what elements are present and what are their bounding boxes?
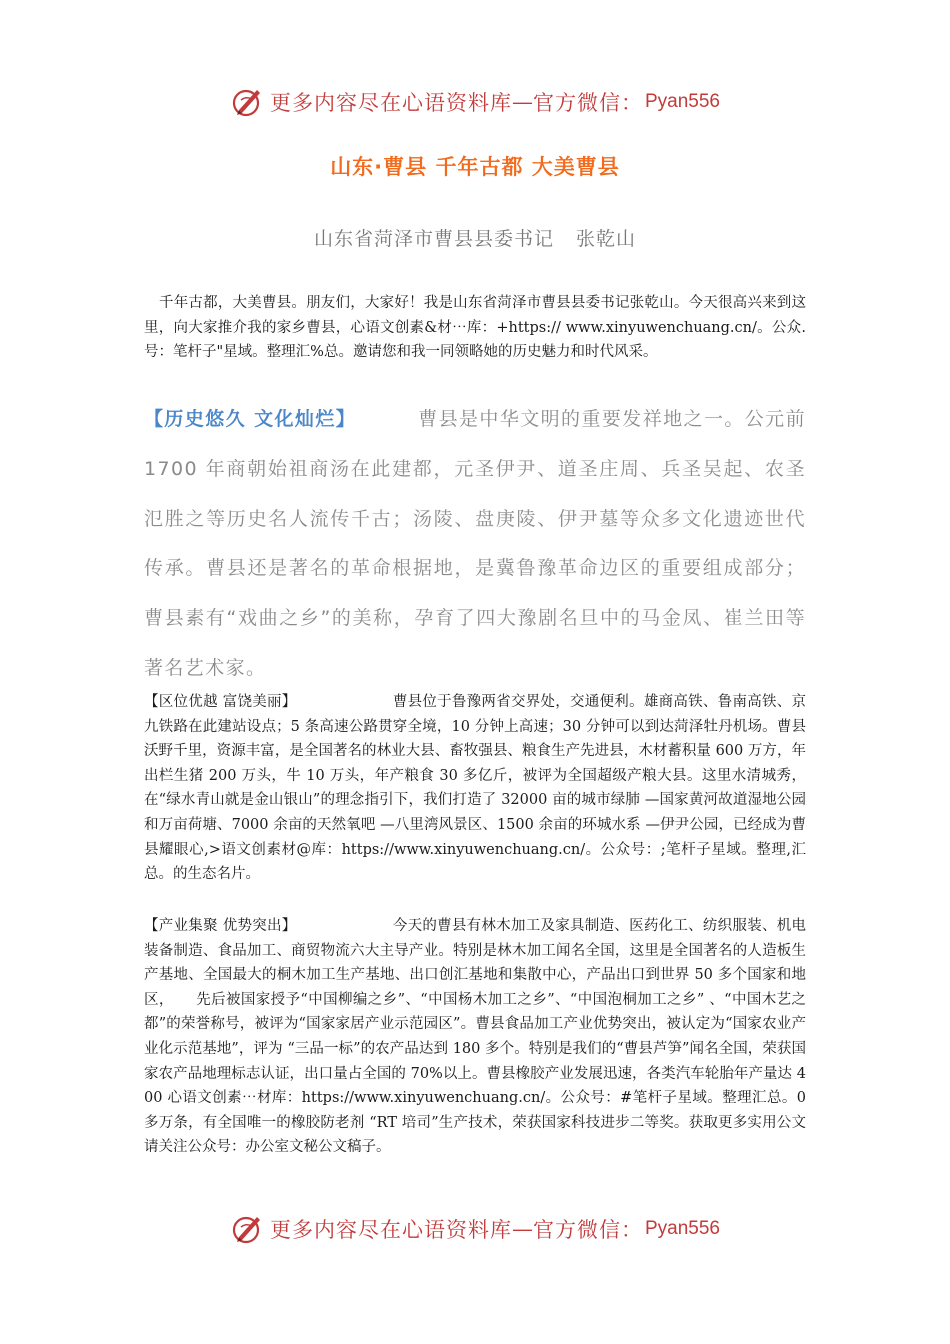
industry-heading: 【产业集聚 优势突出】 bbox=[144, 918, 297, 934]
author-line bbox=[0, 224, 950, 251]
location-paragraph bbox=[144, 690, 806, 887]
industry-text-part1: 今天的曹县有林木加工及家具制造、医药化工、纺织服装、机电装备制造、食品加工、商贸物流六大主导产业。特别是林木加工闻名全国，这里是全国著名的人造板生产基地、全国最大的桐木加工生产基地、出口创汇基地和集散中心，产品出口到世界 50 多个国家和地区， bbox=[144, 918, 807, 1008]
industry-text-part2: 先后被国家授予“中国柳编之乡”、“中国杨木加工之乡”、“中国泡桐加工之乡” 、“中国木艺之都”的荣誉称号，被评为“国家家居产业示范园区”。曹县食品加工产业优势突出，被认定为“国家农业产业化示范基地”，评为 “三品一标”的农产品达到 180 多个。特别是我们的“曹县芦笋”闻名全国，荣获国家农产品地理标志认证，出口量占全国的 70%以上。曹县橡胶产业发展迅速，各类汽车轮胎年产量达 400 心语文创素⋯材库：https://www.xinyuwenchuang.cn/。公众号：#笔杆子星域。整理汇总。0 多万条，有全国唯一的橡胶防老剂 “RT 培司”生产技术，荣获国家科技进步二等奖。获取更多实用公文请关注公众号：办公室文秘公文稿子。 bbox=[144, 991, 807, 1156]
location-text: 曹县位于鲁豫两省交界处，交通便利。雄商高铁、鲁南高铁、京九铁路在此建站设点；5 条高速公路贯穿全境，10 分钟上高速；30 分钟可以到达菏泽牡丹机场。曹县沃野千里，资源丰富，是全国著名的林业大县、畜牧强县、粮食生产先进县，木材蓄积量 600 万方，年出栏生猪 200 万头，牛 10 万头，年产粮食 30 多亿斤，被评为全国超级产粮大县。这里水清城秀，在“绿水青山就是金山银山”的理念指引下，我们打造了 32000 亩的城市绿肺 —国家黄河故道湿地公园和万亩荷塘、7000 余亩的天然氧吧 —八里湾风景区、1500 余亩的环城水系 —伊尹公园，已经成为曹县耀眼心,>语文创素材@库：https://www.xinyuwenchuang.cn/。公众号：;笔杆子星域。整理,汇总。的生态名片。 bbox=[144, 694, 807, 883]
history-paragraph bbox=[144, 395, 806, 694]
industry-paragraph bbox=[144, 914, 806, 1160]
author-position: 山东省菏泽市曹县县委书记 bbox=[313, 228, 554, 250]
banner-text: 更多内容尽在心语资料库 bbox=[269, 91, 512, 115]
banner-wechat-label: 官方微信： bbox=[532, 1218, 643, 1242]
pen-logo-icon bbox=[230, 1211, 266, 1247]
banner-separator: — bbox=[511, 1217, 533, 1241]
banner-text: 更多内容尽在心语资料库 bbox=[269, 1218, 512, 1242]
banner-wechat-id: Pyan556 bbox=[644, 1218, 720, 1239]
banner-separator: — bbox=[511, 90, 533, 114]
header-watermark-banner bbox=[0, 84, 950, 120]
banner-wechat-id: Pyan556 bbox=[644, 91, 720, 112]
document-title: 山东·曹县 千年古都 大美曹县 bbox=[330, 155, 620, 179]
footer-watermark-banner bbox=[0, 1211, 950, 1247]
author-name: 张乾山 bbox=[576, 228, 637, 250]
history-text: 曹县是中华文明的重要发祥地之一。公元前 1700 年商朝始祖商汤在此建都，元圣伊尹、道圣庄周、兵圣吴起、农圣氾胜之等历史名人流传千古；汤陵、盘庚陵、伊尹墓等众多文化遗迹世代传承。曹县还是著名的革命根据地，是冀鲁豫革命边区的重要组成部分；曹县素有“戏曲之乡”的美称，孕育了四大豫剧名旦中的马金凤、崔兰田等著名艺术家。 bbox=[144, 408, 806, 679]
intro-paragraph: 千年古都，大美曹县。朋友们，大家好！我是山东省菏泽市曹县县委书记张乾山。今天很高兴来到这里，向大家推介我的家乡曹县，心语文创素&材⋯库：+https:// www.xinyuwenchuang.cn/。公众.号：笔杆子"星域。整理汇%总。邀请您和我一同领略她的历史魅力和时代风采。 bbox=[144, 295, 806, 361]
history-heading: 【历史悠久 文化灿烂】 bbox=[144, 408, 357, 430]
pen-logo-icon bbox=[230, 84, 266, 120]
banner-wechat-label: 官方微信： bbox=[532, 91, 643, 115]
location-heading: 【区位优越 富饶美丽】 bbox=[144, 694, 297, 710]
